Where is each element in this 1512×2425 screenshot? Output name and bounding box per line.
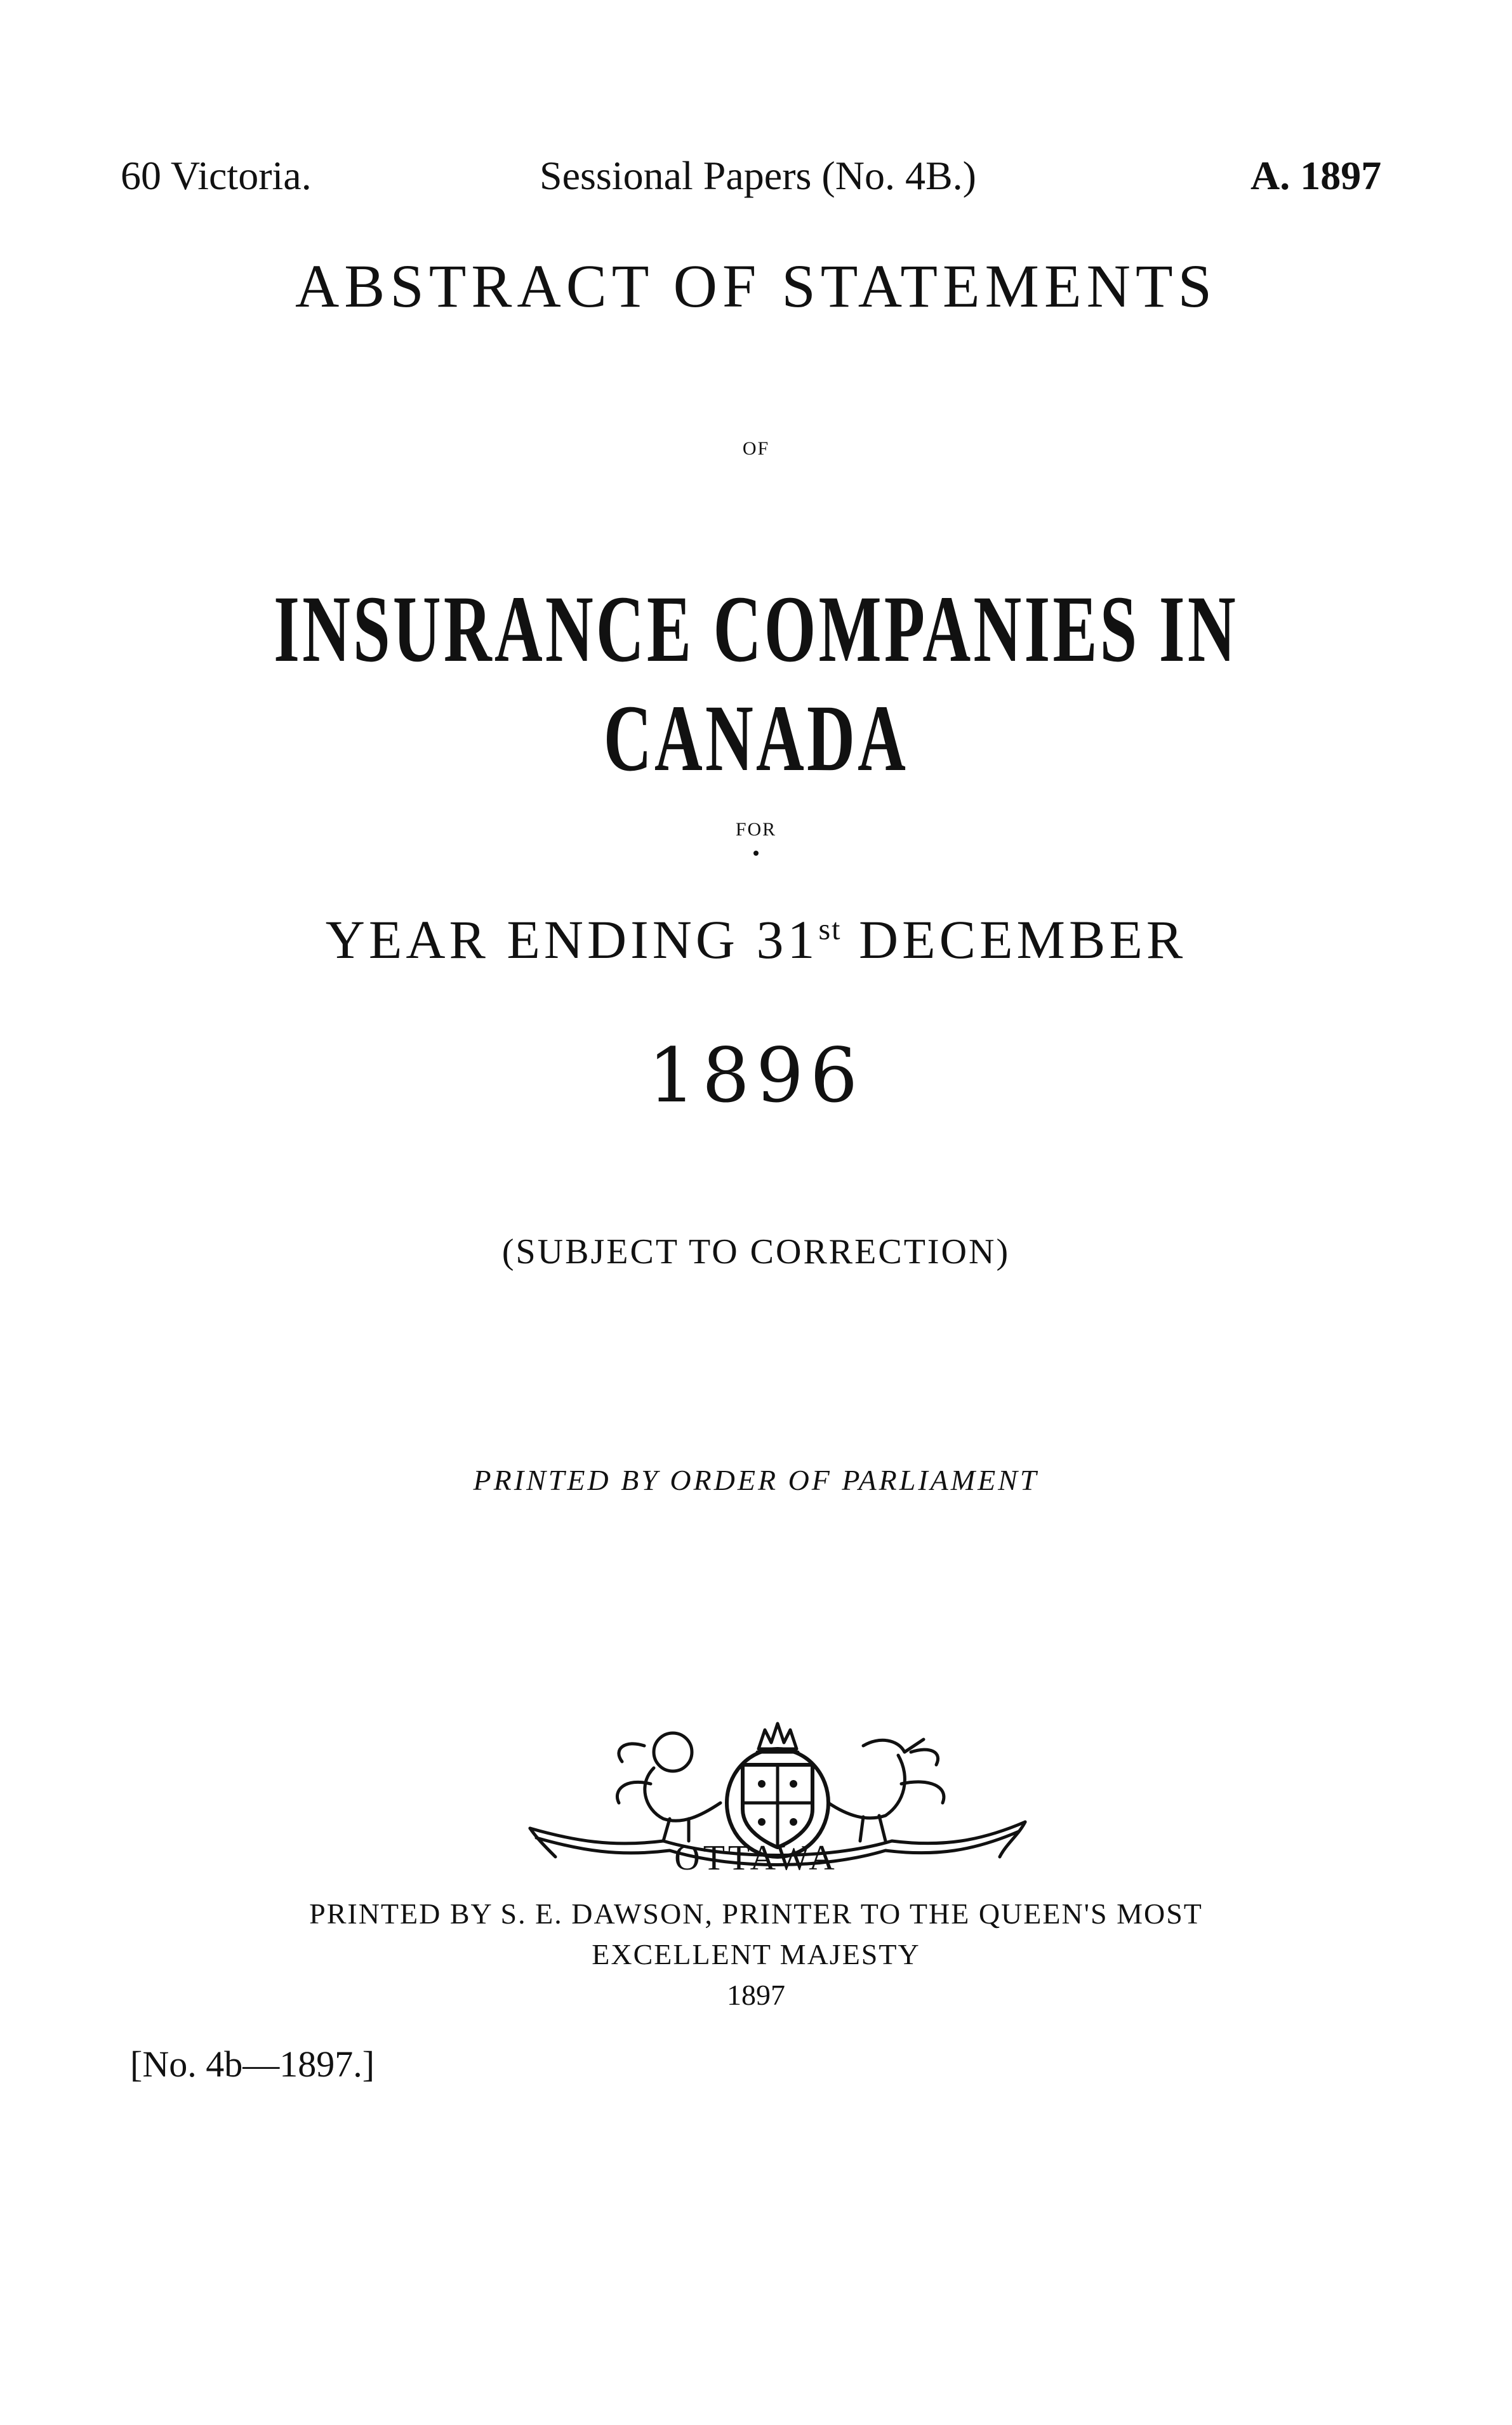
imprint-printer-line1: PRINTED BY S. E. DAWSON, PRINTER TO THE QUEEN'S MOST (309, 1897, 1203, 1930)
header-session: 60 Victoria. (121, 153, 312, 198)
document-number-footnote: [No. 4b—1897.] (130, 2043, 375, 2085)
year-ending-pre: YEAR ENDING 31 (325, 909, 819, 970)
title-abstract-of-statements: ABSTRACT OF STATEMENTS (295, 252, 1217, 320)
ornament-dot (753, 851, 759, 856)
title-insurance-companies: INSURANCE COMPANIES IN CANADA (274, 576, 1238, 791)
printed-by-order: PRINTED BY ORDER OF PARLIAMENT (473, 1464, 1039, 1496)
title-of: OF (742, 438, 770, 459)
header-year: A. 1897 (1250, 153, 1382, 198)
year-ending-sup: st (818, 912, 842, 947)
year-ending-post: DECEMBER (841, 909, 1187, 970)
imprint-printer-line2: EXCELLENT MAJESTY (592, 1938, 920, 1970)
title-for: FOR (735, 819, 777, 840)
report-year: 1896 (647, 1032, 865, 1119)
header-sessional-papers: Sessional Papers (No. 4B.) (540, 153, 976, 198)
imprint-city: OTTAWA (674, 1838, 838, 1878)
subject-to-correction: (SUBJECT TO CORRECTION) (501, 1232, 1011, 1272)
year-ending-line (0, 908, 1512, 971)
imprint-year: 1897 (727, 1979, 785, 2011)
